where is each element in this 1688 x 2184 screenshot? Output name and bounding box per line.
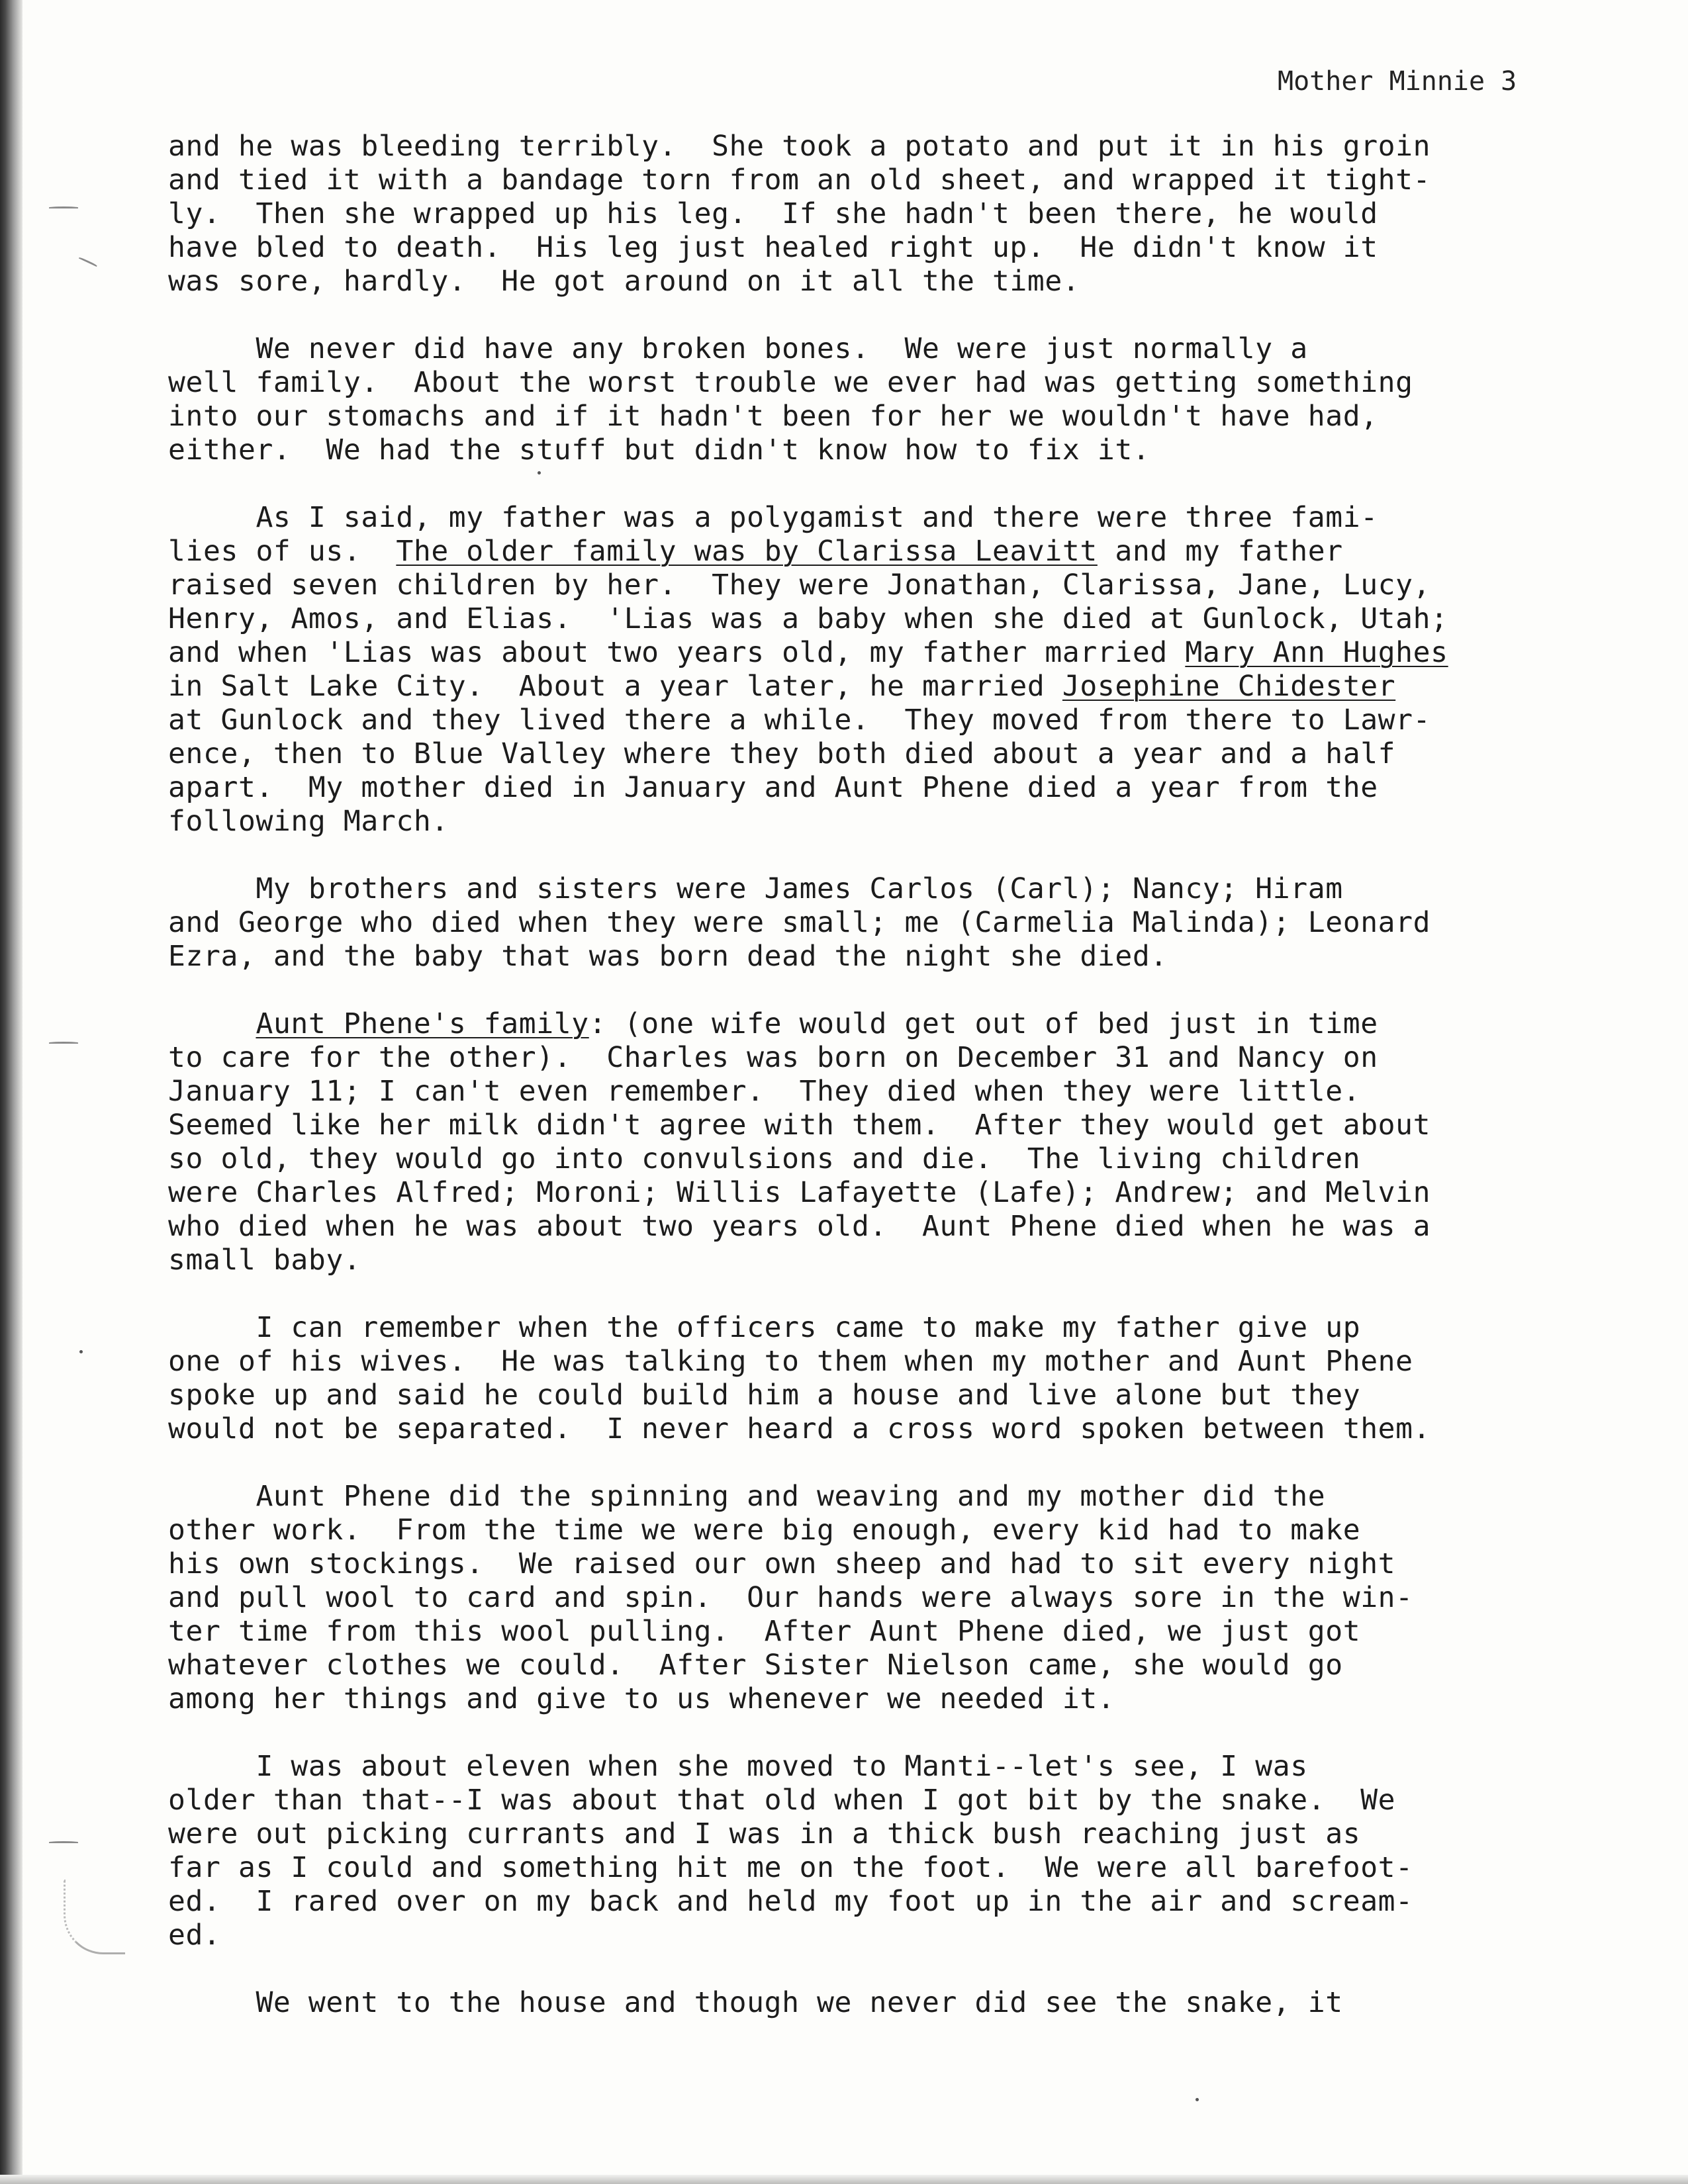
underlined-name: Aunt Phene's family: [256, 1007, 589, 1040]
text-line: [168, 1851, 1611, 1885]
text-segment: Ezra, and the baby that was born dead the night she died.: [168, 940, 1168, 973]
text-segment: As I said, my father was a polygamist and there were three fami-: [168, 501, 1378, 534]
text-line: [168, 197, 1611, 231]
text-segment: and he was bleeding terribly. She took a potato and put it in his groin: [168, 130, 1431, 163]
text-segment: to care for the other). Charles was born on December 31 and Nancy on: [168, 1041, 1378, 1074]
text-line: [168, 1514, 1611, 1547]
text-line: [168, 1919, 1611, 1952]
text-line: [168, 332, 1611, 366]
text-line: [168, 1007, 1611, 1041]
text-segment: We never did have any broken bones. We were just normally a: [168, 332, 1308, 365]
text-line: [168, 771, 1611, 805]
text-segment: and tied it with a bandage torn from an old sheet, and wrapped it tight-: [168, 163, 1431, 197]
text-segment: My brothers and sisters were James Carlos (Carl); Nancy; Hiram: [168, 872, 1343, 905]
text-segment: his own stockings. We raised our own sheep and had to sit every night: [168, 1547, 1396, 1580]
text-segment: far as I could and something hit me on the foot. We were all barefoot-: [168, 1851, 1413, 1884]
text-segment: whatever clothes we could. After Sister Nielson came, she would go: [168, 1649, 1343, 1682]
scan-artifact-mark: [64, 1880, 125, 1954]
margin-mark: [49, 1042, 78, 1044]
text-line: [168, 1615, 1611, 1649]
underlined-name: Mary Ann Hughes: [1185, 636, 1448, 669]
paragraph: [168, 501, 1611, 839]
text-line: [168, 231, 1611, 265]
text-segment: following March.: [168, 805, 449, 838]
text-segment: I was about eleven when she moved to Manti--let's see, I was: [168, 1750, 1308, 1783]
text-segment: in Salt Lake City. About a year later, he married: [168, 670, 1062, 703]
text-segment: into our stomachs and if it hadn't been for her we wouldn't have had,: [168, 400, 1378, 433]
text-line: [168, 130, 1611, 163]
text-line: [168, 704, 1611, 737]
text-segment: : (one wife would get out of bed just in time: [588, 1007, 1378, 1040]
text-line: [168, 1649, 1611, 1682]
text-line: [168, 1750, 1611, 1784]
text-segment: I can remember when the officers came to make my father give up: [168, 1311, 1361, 1344]
paragraph: [168, 332, 1611, 467]
text-line: [168, 737, 1611, 771]
text-line: [168, 535, 1611, 569]
text-segment: Henry, Amos, and Elias. 'Lias was a baby when she died at Gunlock, Utah;: [168, 602, 1448, 635]
paragraph: [168, 1986, 1611, 2020]
margin-mark: [49, 206, 78, 208]
text-segment: were Charles Alfred; Moroni; Willis Lafayette (Lafe); Andrew; and Melvin: [168, 1176, 1431, 1209]
text-line: [168, 1986, 1611, 2020]
text-segment: would not be separated. I never heard a cross word spoken between them.: [168, 1412, 1431, 1445]
document-body: [168, 130, 1611, 2054]
text-line: [168, 501, 1611, 535]
stray-ink-dot: [79, 1350, 83, 1353]
text-line: [168, 1041, 1611, 1075]
page-number: 3: [1501, 66, 1517, 97]
text-segment: and when 'Lias was about two years old, my father married: [168, 636, 1186, 669]
text-segment: raised seven children by her. They were Jonathan, Clarissa, Jane, Lucy,: [168, 569, 1431, 602]
text-line: [168, 366, 1611, 400]
text-segment: ed.: [168, 1919, 221, 1952]
paragraph: [168, 1007, 1611, 1277]
text-line: [168, 1480, 1611, 1514]
text-line: [168, 569, 1611, 602]
scan-bottom-edge-shadow: [0, 2175, 1688, 2184]
text-line: [168, 1075, 1611, 1109]
text-segment: ly. Then she wrapped up his leg. If she hadn't been there, he would: [168, 197, 1378, 230]
text-segment: apart. My mother died in January and Aunt Phene died a year from the: [168, 771, 1378, 804]
text-line: [168, 163, 1611, 197]
text-line: [168, 636, 1611, 670]
text-segment: small baby.: [168, 1244, 361, 1277]
text-line: [168, 1885, 1611, 1919]
text-line: [168, 1142, 1611, 1176]
text-line: [168, 1817, 1611, 1851]
text-segment: and pull wool to card and spin. Our hands were always sore in the win-: [168, 1581, 1413, 1614]
underlined-name: The older family was by Clarissa Leavitt: [396, 535, 1098, 568]
text-segment: either. We had the stuff but didn't know how to fix it.: [168, 433, 1150, 467]
text-segment: among her things and give to us whenever we needed it.: [168, 1682, 1115, 1715]
text-segment: Aunt Phene did the spinning and weaving and my mother did the: [168, 1480, 1326, 1513]
stray-ink-dot: [1196, 2098, 1199, 2101]
text-line: [168, 872, 1611, 906]
text-segment: and George who died when they were small; me (Carmelia Malinda); Leonard: [168, 906, 1431, 939]
text-line: [168, 1412, 1611, 1446]
text-line: [168, 670, 1611, 704]
text-segment: Seemed like her milk didn't agree with them. After they would get about: [168, 1109, 1431, 1142]
text-line: [168, 265, 1611, 298]
text-segment: was sore, hardly. He got around on it all the time.: [168, 265, 1080, 298]
paragraph: [168, 1750, 1611, 1952]
text-segment: We went to the house and though we never did see the snake, it: [168, 1986, 1343, 2019]
page-header: [1278, 66, 1589, 97]
paragraph: [168, 130, 1611, 298]
text-line: [168, 433, 1611, 467]
paragraph: [168, 1480, 1611, 1716]
text-segment: ter time from this wool pulling. After Aunt Phene died, we just got: [168, 1615, 1361, 1648]
text-segment: one of his wives. He was talking to them when my mother and Aunt Phene: [168, 1345, 1413, 1378]
text-segment: ence, then to Blue Valley where they both died about a year and a half: [168, 737, 1396, 770]
margin-mark: [79, 257, 97, 267]
text-line: [168, 906, 1611, 940]
text-segment: at Gunlock and they lived there a while. They moved from there to Lawr-: [168, 704, 1431, 737]
text-segment: ed. I rared over on my back and held my foot up in the air and scream-: [168, 1885, 1413, 1918]
text-segment: January 11; I can't even remember. They died when they were little.: [168, 1075, 1361, 1108]
text-line: [168, 1210, 1611, 1244]
text-line: [168, 1682, 1611, 1716]
text-line: [168, 1547, 1611, 1581]
text-segment: lies of us.: [168, 535, 397, 568]
scan-left-edge-shadow: [0, 0, 23, 2184]
text-segment: [168, 1007, 256, 1040]
text-segment: well family. About the worst trouble we ever had was getting something: [168, 366, 1413, 399]
text-line: [168, 1784, 1611, 1817]
text-line: [168, 1311, 1611, 1345]
text-line: [168, 940, 1611, 974]
margin-mark: [49, 1841, 78, 1843]
paragraph: [168, 1311, 1611, 1446]
text-segment: spoke up and said he could build him a house and live alone but they: [168, 1379, 1361, 1412]
text-segment: have bled to death. His leg just healed right up. He didn't know it: [168, 231, 1378, 264]
underlined-name: Josephine Chidester: [1062, 670, 1396, 703]
text-line: [168, 1244, 1611, 1277]
text-segment: who died when he was about two years old. Aunt Phene died when he was a: [168, 1210, 1431, 1243]
text-line: [168, 805, 1611, 839]
text-line: [168, 602, 1611, 636]
header-title: Mother Minnie: [1278, 66, 1485, 97]
text-line: [168, 1345, 1611, 1379]
text-line: [168, 1581, 1611, 1615]
text-segment: older than that--I was about that old when I got bit by the snake. We: [168, 1784, 1396, 1817]
text-line: [168, 1379, 1611, 1412]
text-segment: other work. From the time we were big enough, every kid had to make: [168, 1514, 1361, 1547]
text-segment: were out picking currants and I was in a thick bush reaching just as: [168, 1817, 1361, 1850]
text-line: [168, 1109, 1611, 1142]
text-segment: and my father: [1097, 535, 1343, 568]
text-line: [168, 1176, 1611, 1210]
text-segment: so old, they would go into convulsions and die. The living children: [168, 1142, 1361, 1175]
text-line: [168, 400, 1611, 433]
paragraph: [168, 872, 1611, 974]
